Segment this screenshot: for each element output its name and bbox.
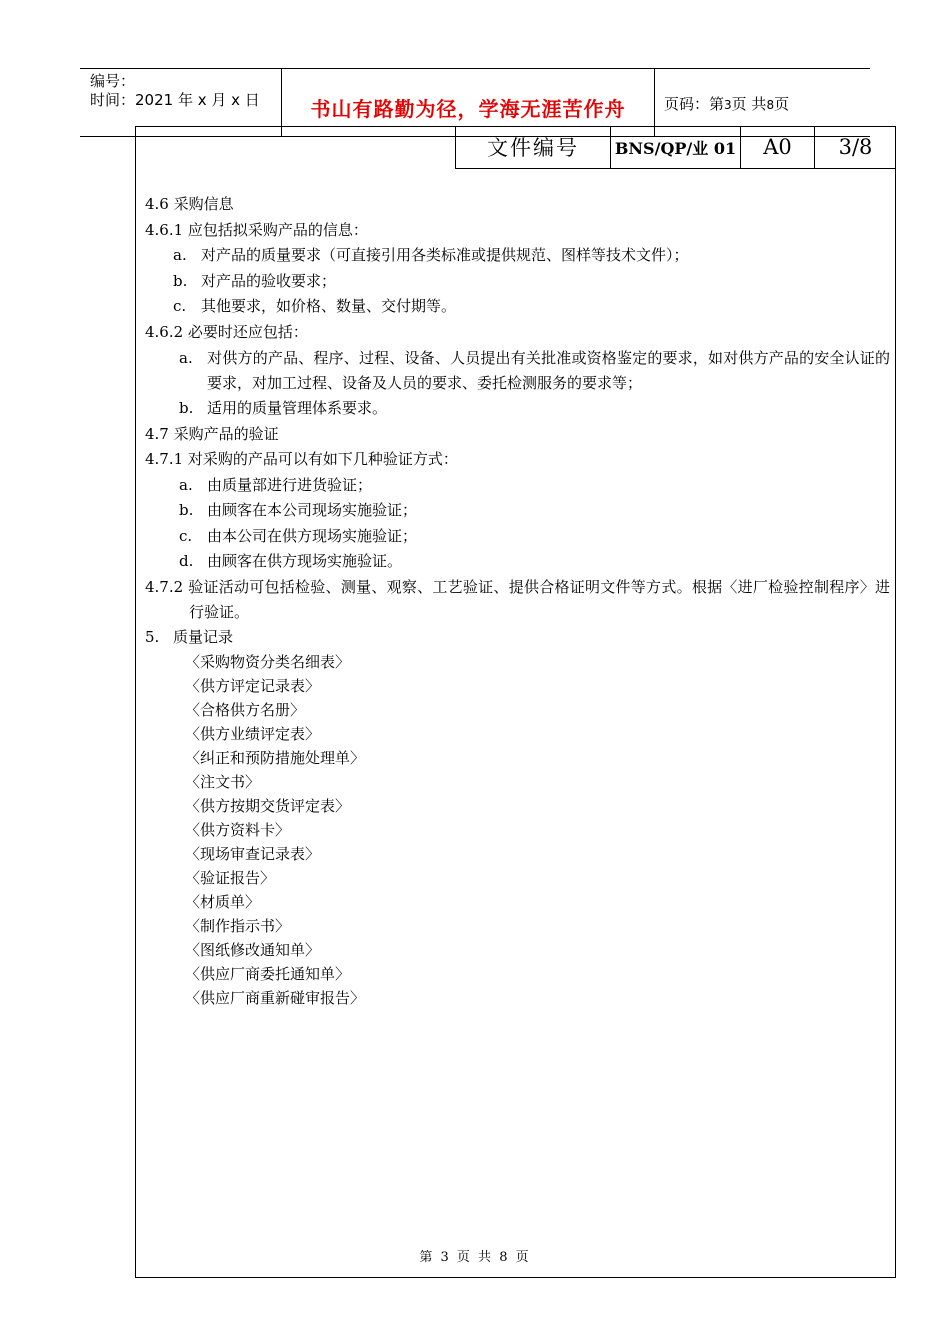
section-4-6-2-text: 4.6.2 必要时还应包括： [145,322,308,341]
item-letter: c. [179,526,193,545]
page-current: 3 [724,98,732,112]
record-item: 〈供方业绩评定表〉 [185,725,321,743]
section-4-7-1-text: 4.7.1 对采购的产品可以有如下几种验证方式： [145,450,458,468]
section-5-heading [145,625,890,651]
item-text: 由顾客在本公司现场实施验证； [207,501,418,519]
record-item: 〈现场审查记录表〉 [185,845,321,863]
list-item [145,243,890,269]
item-text: 适用的质量管理体系要求。 [207,399,388,417]
record-item: 〈材质单〉 [185,893,261,911]
page-prefix: 页码：第 [664,95,725,113]
item-letter: b. [173,271,188,290]
section-4-6-heading: 4.6 采购信息 [145,195,234,213]
record-item: 〈采购物资分类名细表〉 [185,653,351,671]
date-label: 时间：2021 年 x 月 x 日 [90,91,260,109]
motto-text: 书山有路勤为径，学海无涯苦作舟 [310,97,626,121]
page-total: 8 [766,98,775,112]
record-item: 〈供方按期交货评定表〉 [185,797,351,815]
item-letter: a. [179,349,193,367]
item-text: 对产品的验收要求； [201,271,337,290]
record-item: 〈供应厂商重新碰审报告〉 [185,989,366,1007]
item-letter: a. [179,475,193,494]
item-text: 其他要求，如价格、数量、交付期等。 [201,297,457,315]
document-body [145,192,890,1010]
record-item: 〈纠正和预防措施处理单〉 [185,749,366,767]
item-text: 由质量部进行进货验证； [207,475,373,494]
section-4-7-2-text: 4.7.2 验证活动可包括检验、测量、观察、工艺验证、提供合格证明文件等方式。根据〈进厂检验控制程序〉进行验证。 [145,577,890,621]
record-item: 〈验证报告〉 [185,869,276,887]
page-number-label [664,93,789,114]
list-item [145,498,890,524]
list-item [145,269,890,295]
doc-page: 3/8 [814,126,896,168]
list-item [145,345,890,396]
section-number: 5. [145,627,160,646]
list-item [145,294,890,320]
item-text: 对产品的质量要求（可直接引用各类标准或提供规范、图样等技术文件）； [201,246,689,264]
record-item: 〈注文书〉 [185,773,261,791]
list-item [145,549,890,575]
page-mid: 页 共 [731,95,767,113]
doc-code: BNS/QP/业 01 [610,126,740,168]
doc-number-label: 文件编号 [455,126,610,168]
record-item: 〈供应厂商委托通知单〉 [185,965,351,983]
record-item: 〈合格供方名册〉 [185,701,306,719]
record-item: 〈供方评定记录表〉 [185,677,321,695]
item-letter: b. [179,501,194,519]
page-footer: 第 3 页 共 8 页 [419,1250,531,1265]
section-4-6-1-text: 4.6.1 应包括拟采购产品的信息： [145,220,368,239]
list-item [145,396,890,422]
record-item: 〈图纸修改通知单〉 [185,941,321,959]
record-item: 〈供方资料卡〉 [185,821,291,839]
serial-label: 编号： [90,72,136,90]
doc-row-divider [455,168,896,169]
list-item [145,473,890,499]
section-4-7-heading: 4.7 采购产品的验证 [145,424,279,443]
page-suffix: 页 [774,95,790,113]
item-letter: c. [173,297,187,315]
item-text: 由顾客在供方现场实施验证。 [207,552,403,570]
item-text: 由本公司在供方现场实施验证； [207,526,418,545]
item-text: 对供方的产品、程序、过程、设备、人员提出有关批准或资格鉴定的要求，如对供方产品的安全认证的要求，对加工过程、设备及人员的要求、委托检测服务的要求等； [207,349,890,392]
item-letter: d. [179,552,194,570]
doc-revision: A0 [740,126,814,168]
record-item: 〈制作指示书〉 [185,917,291,935]
item-letter: a. [173,246,187,264]
item-letter: b. [179,399,194,417]
section-title: 质量记录 [173,627,234,646]
list-item [145,524,890,550]
